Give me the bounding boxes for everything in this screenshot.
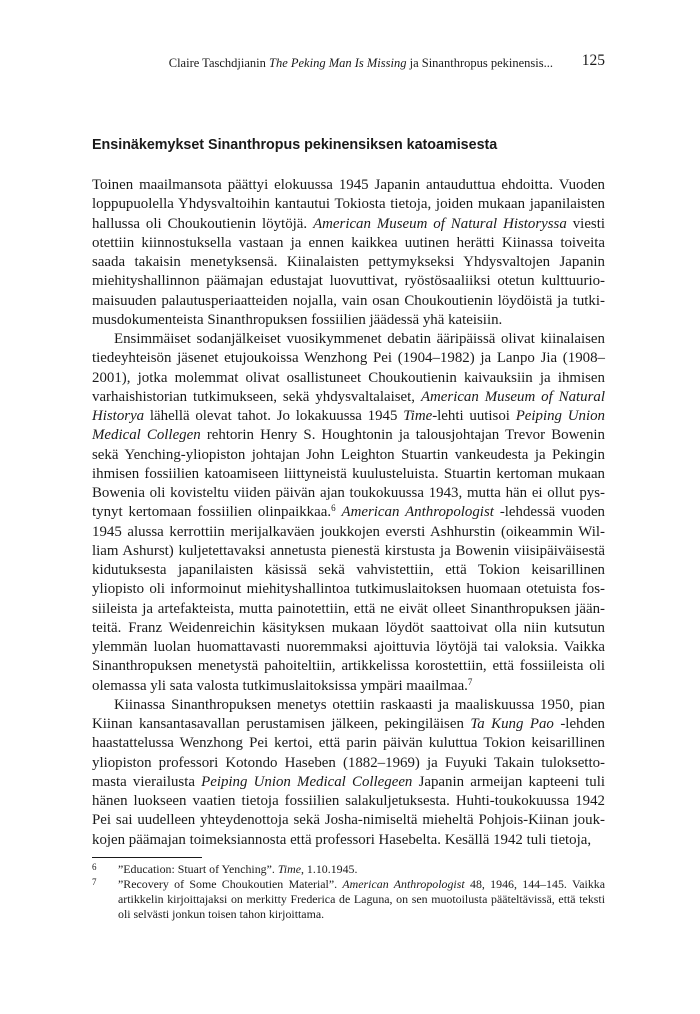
text-run: ”Education: Stuart of Yenching”. [118, 862, 278, 876]
footnote-separator [92, 857, 202, 858]
text-run: viesti otettiin kiinnostuksella vastaan ja ennen kaikkea uutinen herätti Kiinassa toiveita saada takaisin menetyksensä. Kiinalaisten pettymykseksi Yhdysvaltojen Japanin miehityshallinnon päämajan edustajat luovuttivat, ryöstösaaliiksi otetun kulttuuriomaisuuden palautusperiaatteiden nojalla, vain osan Choukoutienin löydöistä ja tutkimusdokumenteista Sinanthropuksen fossiilien jäädessä yhä kateisiin. [92, 215, 605, 328]
italic-text: Peiping Union Medical Collegen [92, 408, 605, 444]
text-run: ”Recovery of Some Choukoutien Material”. [118, 877, 343, 891]
text-run: -lehti uutisoi [432, 408, 516, 424]
italic-text: Time [403, 408, 433, 424]
paragraph-1 [92, 176, 605, 330]
italic-text: American Anthropologist [342, 877, 465, 891]
text-run: -lehdessä vuoden 1945 alussa kerrottiin merijalkaväen joukkojen eversti Ashhurstin (oikeammin William Ashurst) kuljetettavaksi annetusta pienestä kirstusta ja Bowenin viisipäiväisestä kidutuksesta japanilaisten käsissä sekä vahvistettiin, että Tokion keisarillinen yliopisto oli informoinut miehityshallintoa tutkimuslaitoksen huomaan otetuista fossiileista ja artefakteista, mutta painotettiin, että ne eivät olleet Sinanthropuksen jäänteitä. Franz Weidenreichin käsityksen mukaan löydöt saattoivat olla niin kutsutun ylemmän luolan huomattavasti nuoremmaksi ajoittuvia löytöjä tai valoksia. Vaikka Sinanthropuksen menetystä pahoiteltiin, artikkelissa korostettiin, että fossiileista oli olemassa yli sata valosta tutkimuslaitoksissa ympäri maailmaa. [92, 504, 605, 694]
footnote-7 [92, 877, 605, 922]
italic-text: Peiping Union Medical Collegeen [201, 773, 413, 790]
text-run: Claire Taschdjianin [168, 56, 269, 70]
text-run: , 1.10.1945. [300, 862, 358, 876]
body-text [92, 176, 605, 850]
text-run: 48, 1946, 144–145. Vaikka artikkelin kirjoittajaksi on merkitty Frederica de Laguna, on sen muotoilusta pääteltävissä, että teksti oli selvästi jonkun toisen tahon kirjoittama. [118, 877, 605, 921]
paragraph-3 [92, 696, 605, 850]
footnote-ref: 7 [467, 676, 473, 687]
text-run: Ensimmäiset sodanjälkeiset vuosikymmenet debatin ääripäissä olivat kiinalaisen tiedeyhteisön jäsenet etujoukoissa Wenzhong Pei (1904–1982) ja Lanpo Jia (1908–2001), jotka molemmat olivat osallistuneet Choukoutienin kaivauksiin ja ihmisen varhaishistorian tutkimukseen, sekä yhdysvaltalaiset, [92, 331, 605, 405]
footnote-6 [92, 862, 605, 877]
text-run: Japanin armeijan kapteeni tuli hänen luokseen vaatien tietoja fossiilien salakuljetuksesta. Huhti-toukokuussa 1942 Pei sai uudelleen yhteydenottoja sekä Josha-nimiseltä mieheltä Pohjois-Kiinan joukkojen päämajan toimeksiannosta että professori Hasebelta. Kesällä 1942 tuli tietoja, [92, 773, 605, 848]
text-run: lähellä olevat tahot. Jo lokakuussa 1945 [144, 408, 404, 424]
page-number: 125 [581, 52, 605, 69]
italic-text: The Peking Man Is Missing [269, 56, 407, 70]
italic-text: Ta Kung Pao [470, 716, 554, 732]
footnote-number: 7 [92, 877, 97, 887]
italic-text: American Anthropologist [341, 504, 494, 521]
text-run: Toinen maailmansota päättyi elokuussa 1945 Japanin antauduttua ehdoitta. Vuoden loppupuolella Yhdysvaltoihin kantautui Tokiosta tietoja, joiden mukaan japanilaisten hallussa oli Choukoutienin löytöjä. [92, 177, 605, 232]
italic-text: American Museum of Natural Historya [92, 388, 606, 424]
italic-text: American Museum of Natural Historyssa [313, 215, 567, 232]
footnote-number: 6 [92, 862, 97, 872]
running-title [169, 55, 553, 71]
footnotes [92, 862, 605, 922]
footnote-text [118, 862, 357, 876]
italic-text: Time [277, 862, 301, 876]
text-run: Kiinassa Sinanthropuksen menetys otettiin raskaasti ja maaliskuussa 1950, pian Kiinan kansantasavallan perustamisen jälkeen, pekingiläisen [92, 696, 605, 732]
text-run: -lehden haastattelussa Wenzhong Pei kertoi, että parin päivän kuluttua Tokion keisarillinen yliopiston professori Kotondo Haseben (1882–1969) ja Fuyuki Takain tuloksettomasta vierailusta [92, 716, 605, 790]
paragraph-2 [92, 330, 605, 696]
footnote-text [118, 877, 605, 921]
text-run: ja Sinanthropus pekinensis... [406, 56, 553, 70]
section-heading: Ensinäkemykset Sinanthropus pekinensiksen katoamisesta [92, 137, 498, 153]
text-run: rehtorin Henry S. Houghtonin ja talousjohtajan Trevor Bowenin sekä Yenching-yliopiston johtajan John Leighton Stuartin vankeudesta ja Pekingin ihmisen fossiilien katoamiseen liittyneistä kuulusteluista. Stuartin kertoman mukaan Bowenia oli kovisteltu viiden päivän ajan toukokuussa 1943, mutta hän ei ollut pystynyt kertomaan fossiilien olinpaikkaa. [92, 427, 605, 521]
footnote-ref: 6 [331, 503, 336, 514]
